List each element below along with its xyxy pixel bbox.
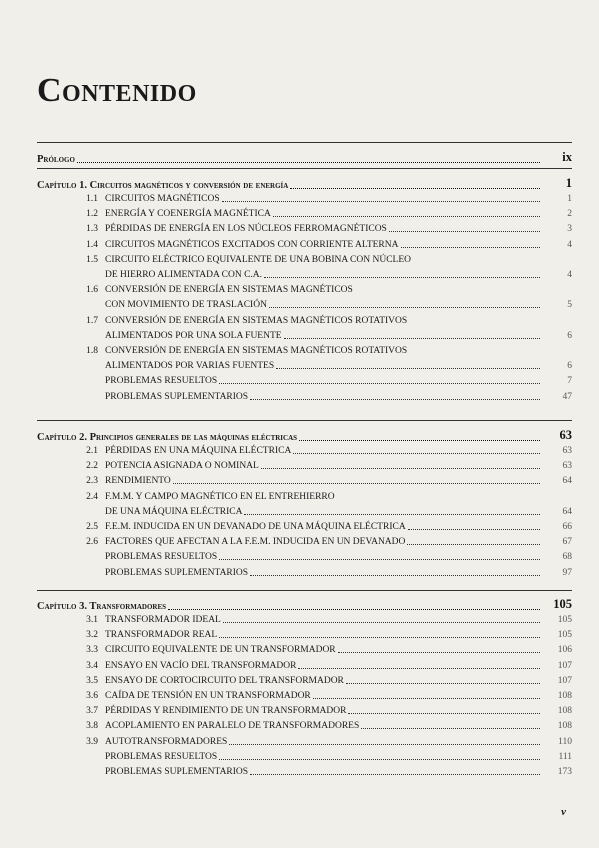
entry-page: 6 [567, 330, 572, 341]
entry-page: 110 [558, 736, 572, 747]
section-number: 1.8 [86, 346, 98, 356]
entry-title: DE UNA MÁQUINA ELÉCTRICA [105, 506, 243, 517]
dot-leader [244, 514, 540, 515]
entry-title: ENERGÍA Y COENERGÍA MAGNÉTICA [105, 209, 271, 220]
entry-page: 173 [557, 767, 572, 777]
toc-chapter-3[interactable] [37, 597, 572, 612]
dot-leader [250, 774, 540, 775]
entry-page: 64 [562, 476, 572, 487]
toc-section[interactable] [37, 661, 572, 671]
entry-page: 108 [557, 721, 572, 732]
entry-page: 4 [567, 270, 572, 280]
toc-section[interactable] [37, 376, 572, 386]
toc-section[interactable] [37, 476, 572, 486]
toc-section[interactable] [37, 522, 572, 532]
entry-page: 105 [557, 615, 572, 625]
entry-title: ALIMENTADOS POR VARIAS FUENTES [105, 361, 275, 372]
entry-page: 5 [567, 300, 572, 311]
dot-leader [219, 637, 540, 638]
entry-title: PROBLEMAS RESUELTOS [105, 751, 218, 762]
entry-title: CIRCUITOS MAGNÉTICOS EXCITADOS CON CORRIENTE ALTERNA [105, 239, 399, 250]
toc-section[interactable] [37, 676, 572, 686]
entry-page: 97 [562, 567, 572, 578]
toc-section[interactable] [37, 752, 572, 762]
entry-page: 107 [557, 660, 572, 671]
section-number: 1.7 [86, 315, 98, 326]
section-number: 1.3 [86, 224, 98, 235]
entry-page: 106 [557, 645, 572, 656]
toc-section[interactable] [37, 691, 572, 701]
entry-title: RENDIMIENTO [105, 476, 171, 487]
dot-leader [250, 399, 540, 400]
dot-leader [219, 559, 540, 560]
dot-leader [264, 277, 540, 278]
section-number: 2.6 [86, 537, 98, 548]
page-number: v [561, 806, 566, 818]
entry-page: 105 [553, 597, 572, 611]
entry-title: CIRCUITOS MAGNÉTICOS [105, 194, 220, 204]
entry-page: ix [562, 150, 572, 164]
entry-title: CONVERSIÓN DE ENERGÍA EN SISTEMAS MAGNÉTICOS ROTATIVOS [105, 346, 408, 356]
dot-leader [77, 162, 540, 163]
entry-page: 4 [567, 239, 572, 250]
section-number: 2.4 [86, 491, 98, 502]
entry-title: F.E.M. INDUCIDA EN UN DEVANADO DE UNA MÁQUINA ELÉCTRICA [105, 522, 406, 532]
dot-leader [173, 483, 540, 484]
dot-leader [222, 201, 540, 202]
entry-title: TRANSFORMADOR REAL [105, 630, 218, 641]
dot-leader [229, 744, 540, 745]
entry-title: PROBLEMAS SUPLEMENTARIOS [105, 767, 249, 777]
dot-leader [261, 468, 540, 469]
entry-title: PÉRDIDAS DE ENERGÍA EN LOS NÚCLEOS FERROMAGNÉTICOS [105, 224, 387, 235]
entry-title: PROBLEMAS SUPLEMENTARIOS [105, 567, 249, 578]
entry-title: CAÍDA DE TENSIÓN EN UN TRANSFORMADOR [105, 691, 311, 701]
entry-page: 68 [562, 552, 572, 563]
section-rule [37, 168, 572, 169]
entry-page: 111 [558, 751, 572, 762]
dot-leader [168, 609, 540, 610]
toc-section[interactable] [37, 706, 572, 716]
section-number: 1.1 [86, 194, 98, 204]
page-title: Contenido [37, 72, 197, 109]
dot-leader [276, 368, 540, 369]
section-rule [37, 142, 572, 143]
entry-title: Prólogo [37, 154, 75, 165]
dot-leader [284, 338, 540, 339]
toc-section[interactable] [37, 224, 572, 234]
entry-title: AUTOTRANSFORMADORES [105, 736, 228, 747]
section-number: 3.1 [86, 615, 98, 625]
toc-section-cont[interactable] [37, 270, 572, 280]
entry-page: 64 [562, 506, 572, 517]
dot-leader [273, 216, 540, 217]
section-number: 2.5 [86, 522, 98, 532]
entry-page: 63 [562, 461, 572, 472]
entry-title: Capítulo 1. Circuitos magnéticos y conversión de energía [37, 180, 289, 191]
toc-section-cont[interactable] [37, 507, 572, 517]
toc-section[interactable] [37, 537, 572, 547]
section-number: 3.2 [86, 630, 98, 641]
toc-section[interactable] [37, 568, 572, 578]
entry-page: 1 [567, 194, 572, 204]
entry-page: 108 [557, 691, 572, 701]
dot-leader [269, 307, 540, 308]
entry-title: CIRCUITO EQUIVALENTE DE UN TRANSFORMADOR [105, 645, 336, 656]
toc-section[interactable] [37, 446, 572, 456]
section-rule [37, 590, 572, 591]
section-number: 2.1 [86, 446, 98, 456]
toc-section[interactable] [37, 194, 572, 204]
entry-title: PÉRDIDAS Y RENDIMIENTO DE UN TRANSFORMADOR [105, 706, 347, 717]
entry-title: TRANSFORMADOR IDEAL [105, 615, 221, 625]
toc-section[interactable] [37, 767, 572, 777]
entry-page: 6 [567, 361, 572, 372]
dot-leader [401, 247, 541, 248]
dot-leader [407, 544, 540, 545]
toc-section[interactable] [37, 552, 572, 562]
section-number: 2.3 [86, 476, 98, 487]
entry-page: 7 [567, 376, 572, 387]
toc-chapter-1[interactable] [37, 176, 572, 191]
entry-title: F.M.M. Y CAMPO MAGNÉTICO EN EL ENTREHIERRO [105, 491, 335, 502]
entry-page: 105 [557, 630, 572, 641]
entry-title: CON MOVIMIENTO DE TRASLACIÓN [105, 300, 267, 311]
entry-title: Capítulo 3. Transformadores [37, 601, 167, 612]
entry-page: 66 [562, 522, 572, 532]
entry-page: 63 [562, 446, 572, 456]
dot-leader [389, 231, 540, 232]
dot-leader [250, 575, 540, 576]
section-number: 1.2 [86, 209, 98, 220]
toc-section[interactable] [37, 285, 572, 295]
entry-title: CONVERSIÓN DE ENERGÍA EN SISTEMAS MAGNÉTICOS ROTATIVOS [105, 315, 408, 326]
entry-title: PROBLEMAS RESUELTOS [105, 552, 218, 563]
section-rule [37, 420, 572, 421]
dot-leader [223, 622, 540, 623]
entry-page: 67 [562, 537, 572, 548]
toc-section-cont[interactable] [37, 361, 572, 371]
entry-title: PÉRDIDAS EN UNA MÁQUINA ELÉCTRICA [105, 446, 292, 456]
entry-title: ENSAYO DE CORTOCIRCUITO DEL TRANSFORMADOR [105, 675, 344, 686]
entry-title: ENSAYO EN VACÍO DEL TRANSFORMADOR [105, 660, 297, 671]
toc-chapter-2[interactable] [37, 428, 572, 443]
entry-page: 107 [557, 675, 572, 686]
dot-leader [299, 440, 540, 441]
dot-leader [219, 759, 540, 760]
entry-title: DE HIERRO ALIMENTADA CON C.A. [105, 270, 263, 280]
toc-section[interactable] [37, 737, 572, 747]
toc-section-cont[interactable] [37, 300, 572, 310]
toc-section[interactable] [37, 615, 572, 625]
toc-section[interactable] [37, 630, 572, 640]
dot-leader [361, 728, 540, 729]
dot-leader [290, 188, 540, 189]
section-number: 2.2 [86, 461, 98, 472]
toc-section[interactable] [37, 255, 572, 265]
toc-section[interactable] [37, 240, 572, 250]
section-number: 3.6 [86, 691, 98, 701]
entry-title: ACOPLAMIENTO EN PARALELO DE TRANSFORMADORES [105, 721, 360, 732]
entry-page: 3 [567, 224, 572, 235]
entry-page: 47 [562, 391, 572, 402]
dot-leader [298, 668, 540, 669]
toc-section[interactable] [37, 492, 572, 502]
toc-section[interactable] [37, 209, 572, 219]
toc-section[interactable] [37, 392, 572, 402]
entry-page: 108 [557, 706, 572, 717]
toc-section[interactable] [37, 346, 572, 356]
toc-section[interactable] [37, 645, 572, 655]
entry-title: CIRCUITO ELÉCTRICO EQUIVALENTE DE UNA BOBINA CON NÚCLEO [105, 254, 412, 265]
entry-page: 1 [565, 176, 572, 190]
entry-page: 63 [559, 428, 572, 442]
entry-title: CONVERSIÓN DE ENERGÍA EN SISTEMAS MAGNÉTICOS [105, 285, 353, 296]
entry-title: ALIMENTADOS POR UNA SOLA FUENTE [105, 330, 282, 341]
toc-section-cont[interactable] [37, 331, 572, 341]
section-number: 1.5 [86, 254, 98, 265]
toc-prologo[interactable] [37, 150, 572, 165]
dot-leader [338, 652, 540, 653]
section-number: 3.4 [86, 660, 98, 671]
toc-section[interactable] [37, 316, 572, 326]
entry-title: Capítulo 2. Principios generales de las máquinas eléctricas [37, 432, 298, 443]
entry-title: PROBLEMAS RESUELTOS [105, 376, 218, 387]
section-number: 3.8 [86, 721, 98, 732]
dot-leader [346, 683, 540, 684]
section-number: 1.4 [86, 239, 98, 250]
entry-title: PROBLEMAS SUPLEMENTARIOS [105, 391, 249, 402]
entry-title: FACTORES QUE AFECTAN A LA F.E.M. INDUCIDA EN UN DEVANADO [105, 537, 406, 548]
dot-leader [348, 713, 540, 714]
entry-title: POTENCIA ASIGNADA O NOMINAL [105, 461, 259, 472]
entry-page: 2 [567, 209, 572, 220]
dot-leader [313, 698, 540, 699]
dot-leader [293, 453, 540, 454]
section-number: 3.9 [86, 736, 98, 747]
section-number: 3.7 [86, 706, 98, 717]
section-number: 3.3 [86, 645, 98, 656]
toc-section[interactable] [37, 461, 572, 471]
dot-leader [408, 529, 540, 530]
section-number: 1.6 [86, 285, 98, 296]
section-number: 3.5 [86, 675, 98, 686]
toc-section[interactable] [37, 721, 572, 731]
dot-leader [219, 383, 540, 384]
